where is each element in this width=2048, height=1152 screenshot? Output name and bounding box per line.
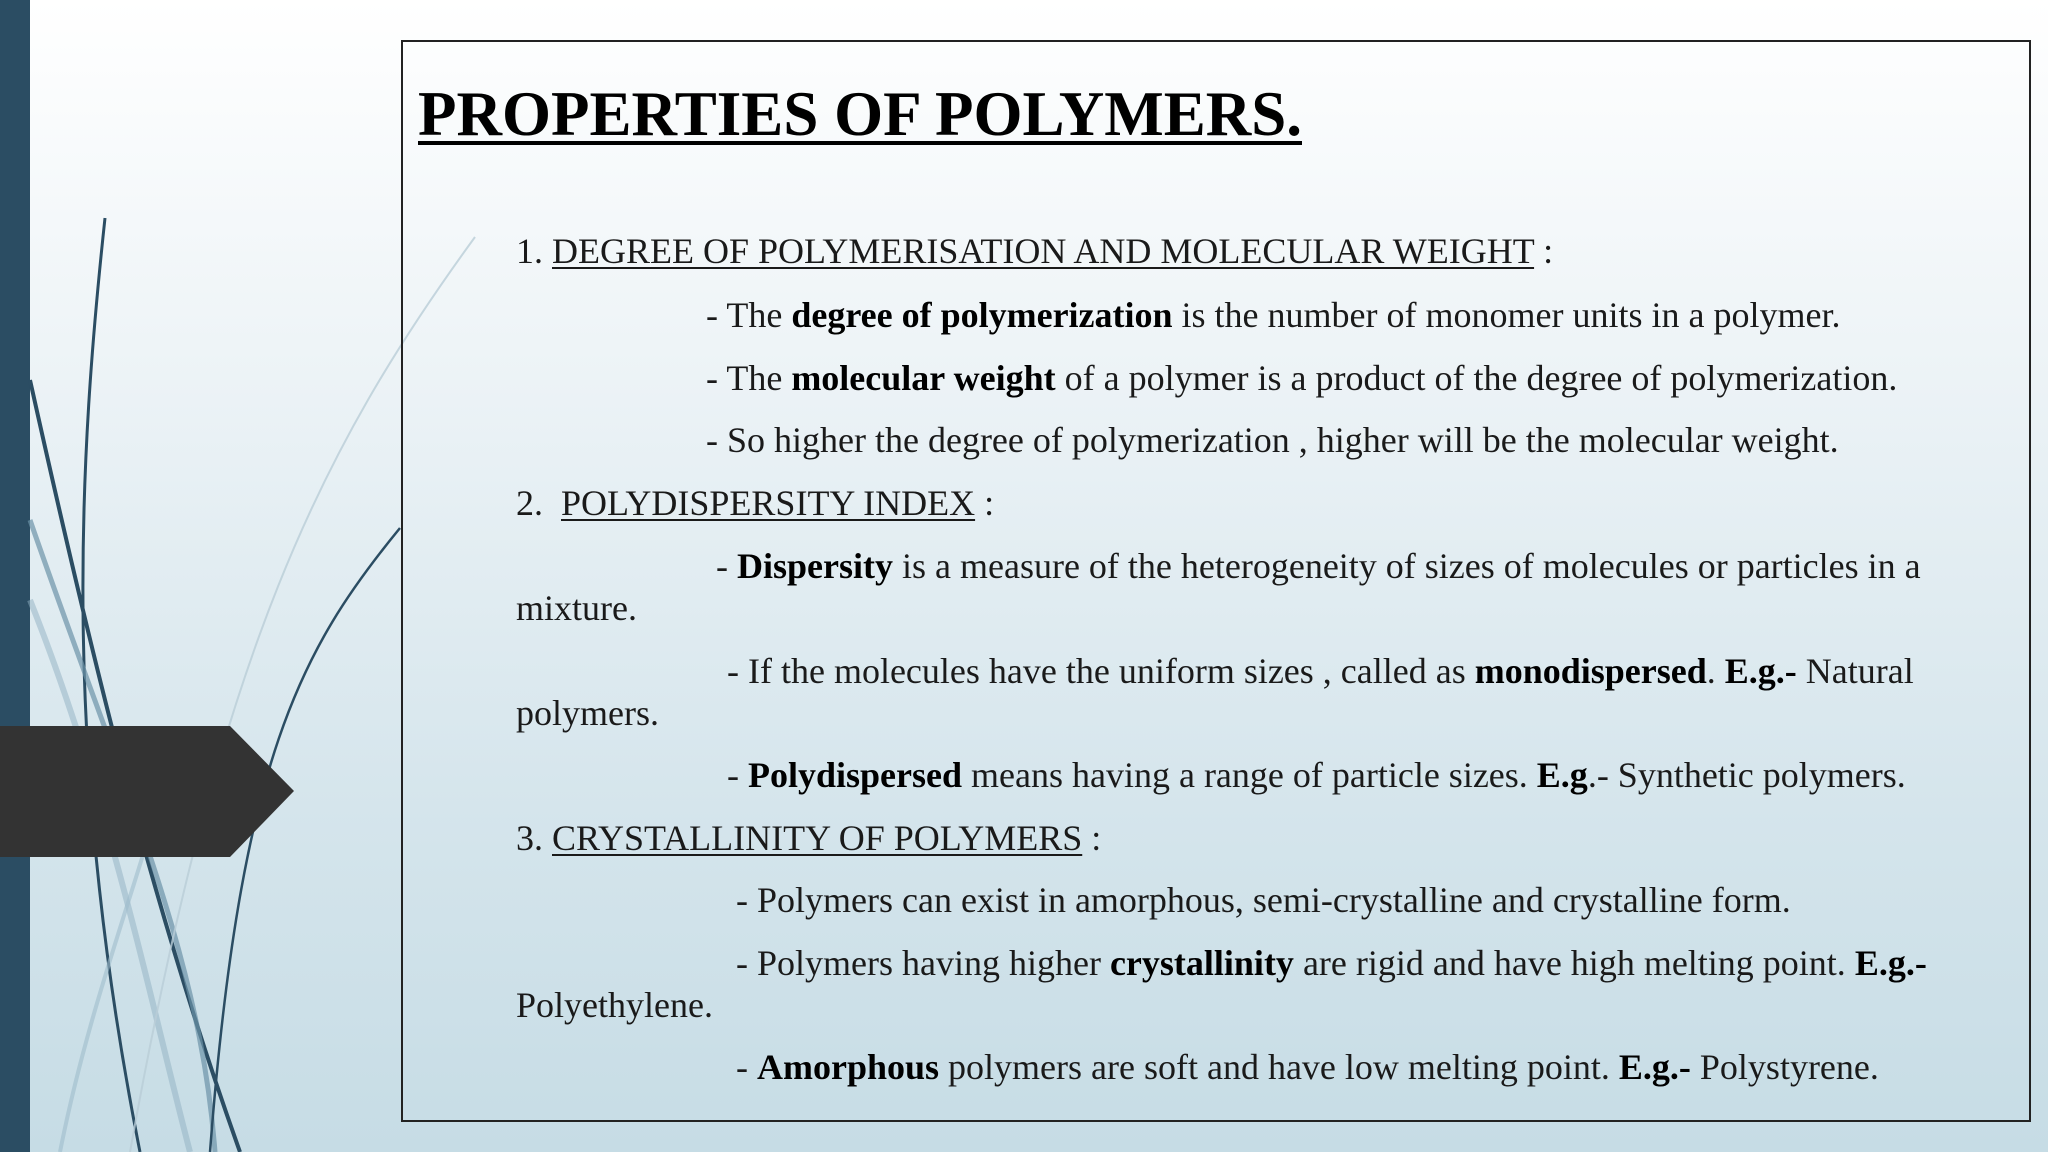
section-3-heading: 3. CRYSTALLINITY OF POLYMERS : [516, 818, 1102, 858]
section-2-point-1: - Dispersity is a measure of the heterogeneity of sizes of molecules or particles in a [716, 546, 1921, 586]
section-3-point-3: - Amorphous polymers are soft and have low melting point. E.g.- Polystyrene. [736, 1047, 1879, 1087]
slide-title: PROPERTIES OF POLYMERS. [418, 79, 1302, 149]
section-2-point-3: - Polydispersed means having a range of particle sizes. E.g.- Synthetic polymers. [727, 755, 1906, 795]
section-3-title: CRYSTALLINITY OF POLYMERS [552, 818, 1083, 858]
section-2-point-2: - If the molecules have the uniform sizes , called as monodispersed. E.g.- Natural [727, 651, 1914, 691]
section-1-heading: 1. DEGREE OF POLYMERISATION AND MOLECULAR WEIGHT : [516, 231, 1554, 271]
section-1-title: DEGREE OF POLYMERISATION AND MOLECULAR WEIGHT [552, 231, 1535, 271]
section-3-point-2-wrap: Polyethylene. [516, 985, 713, 1025]
section-1-point-3: - So higher the degree of polymerization , higher will be the molecular weight. [706, 420, 1839, 460]
section-3-point-1: - Polymers can exist in amorphous, semi-crystalline and crystalline form. [736, 880, 1791, 920]
section-1-point-2: - The molecular weight of a polymer is a product of the degree of polymerization. [706, 358, 1898, 398]
section-2-heading: 2. POLYDISPERSITY INDEX : [516, 483, 995, 523]
section-3-point-2: - Polymers having higher crystallinity are rigid and have high melting point. E.g.- [736, 943, 1927, 983]
section-1-point-1: - The degree of polymerization is the number of monomer units in a polymer. [706, 295, 1841, 335]
section-2-title: POLYDISPERSITY INDEX [561, 483, 976, 523]
section-2-point-1-wrap: mixture. [516, 588, 637, 628]
section-2-point-2-wrap: polymers. [516, 693, 659, 733]
arrow-shape [0, 726, 294, 857]
